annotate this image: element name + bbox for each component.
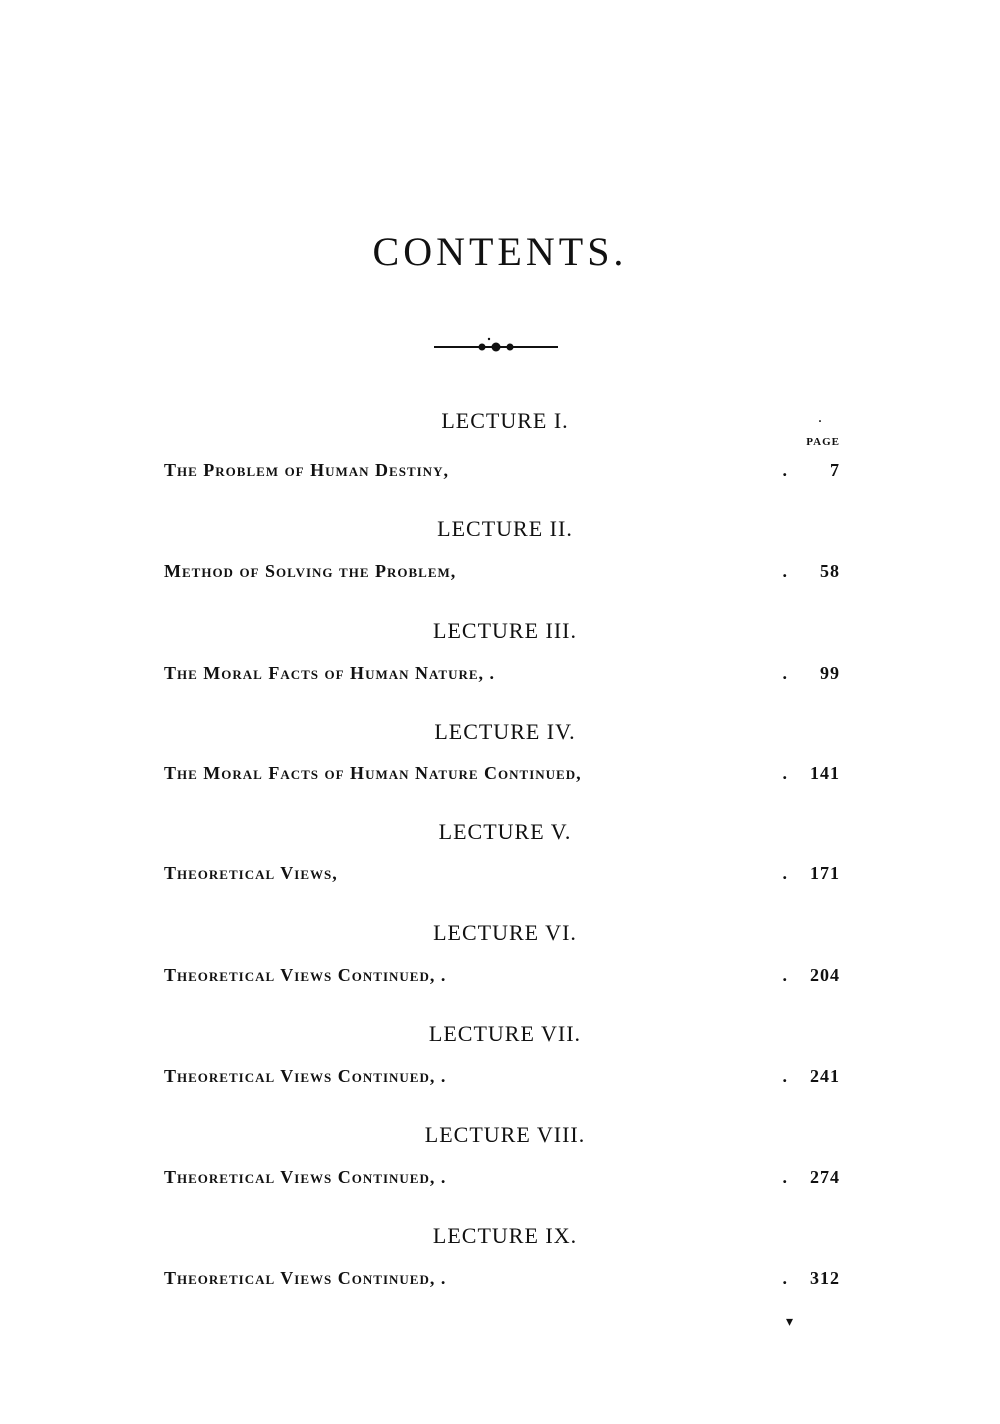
toc-entry-page: 274: [810, 1167, 840, 1187]
leader-dot: .: [782, 663, 788, 683]
leader-dot: .: [782, 763, 788, 783]
toc-entry-page: 7: [830, 460, 840, 480]
footer-mark-icon: ▾: [786, 1315, 794, 1330]
toc-entry: [164, 1167, 840, 1193]
lecture-heading: LECTURE V.: [438, 819, 572, 844]
toc-entry-title: Theoretical Views,: [164, 863, 338, 883]
lecture-heading: LECTURE VI.: [433, 920, 577, 945]
ornament-divider-icon: [434, 336, 558, 356]
toc-entry-title: Theoretical Views Continued, .: [164, 965, 447, 985]
lecture-heading: LECTURE IX.: [432, 1223, 578, 1248]
lecture-heading: LECTURE VIII.: [424, 1122, 586, 1147]
toc-entry-title: The Problem of Human Destiny,: [164, 460, 449, 480]
lecture-heading: LECTURE VII.: [428, 1021, 582, 1046]
toc-entry: [164, 460, 840, 486]
toc-entry-page: 99: [820, 663, 840, 683]
lecture-heading: LECTURE II.: [437, 516, 573, 541]
leader-dot: .: [782, 965, 788, 985]
page-title: CONTENTS.: [372, 229, 628, 274]
toc-entry: [164, 863, 840, 889]
toc-entry: [164, 663, 840, 689]
leader-dot: .: [782, 1167, 788, 1187]
toc-entry: [164, 1268, 840, 1294]
toc-entry-page: 241: [810, 1066, 840, 1086]
toc-entry-page: 204: [810, 965, 840, 985]
toc-entry-page: 58: [820, 561, 840, 581]
toc-entry-title: The Moral Facts of Human Nature Continued,: [164, 763, 582, 783]
toc-entry-title: Theoretical Views Continued, .: [164, 1268, 447, 1288]
toc-entry-page: 171: [810, 863, 840, 883]
lecture-heading: LECTURE I.: [441, 408, 569, 433]
leader-dot: .: [782, 460, 788, 480]
lecture-heading: LECTURE IV.: [434, 719, 576, 744]
toc-entry-title: Method of Solving the Problem,: [164, 561, 457, 581]
page-column-label: PAGE: [806, 436, 840, 448]
toc-entry-title: Theoretical Views Continued, .: [164, 1066, 447, 1086]
leader-dot: .: [782, 1268, 788, 1288]
leader-dot: .: [782, 863, 788, 883]
leader-dot: .: [782, 561, 788, 581]
toc-entry-title: Theoretical Views Continued, .: [164, 1167, 447, 1187]
toc-entry: [164, 1066, 840, 1092]
stray-dot-mark: ·: [818, 414, 823, 428]
lecture-heading: LECTURE III.: [433, 618, 577, 643]
toc-entry: [164, 561, 840, 587]
toc-entry-title: The Moral Facts of Human Nature, .: [164, 663, 496, 683]
toc-entry-page: 312: [810, 1268, 840, 1288]
toc-entry-page: 141: [810, 763, 840, 783]
leader-dot: .: [782, 1066, 788, 1086]
toc-entry: [164, 763, 840, 789]
toc-entry: [164, 965, 840, 991]
